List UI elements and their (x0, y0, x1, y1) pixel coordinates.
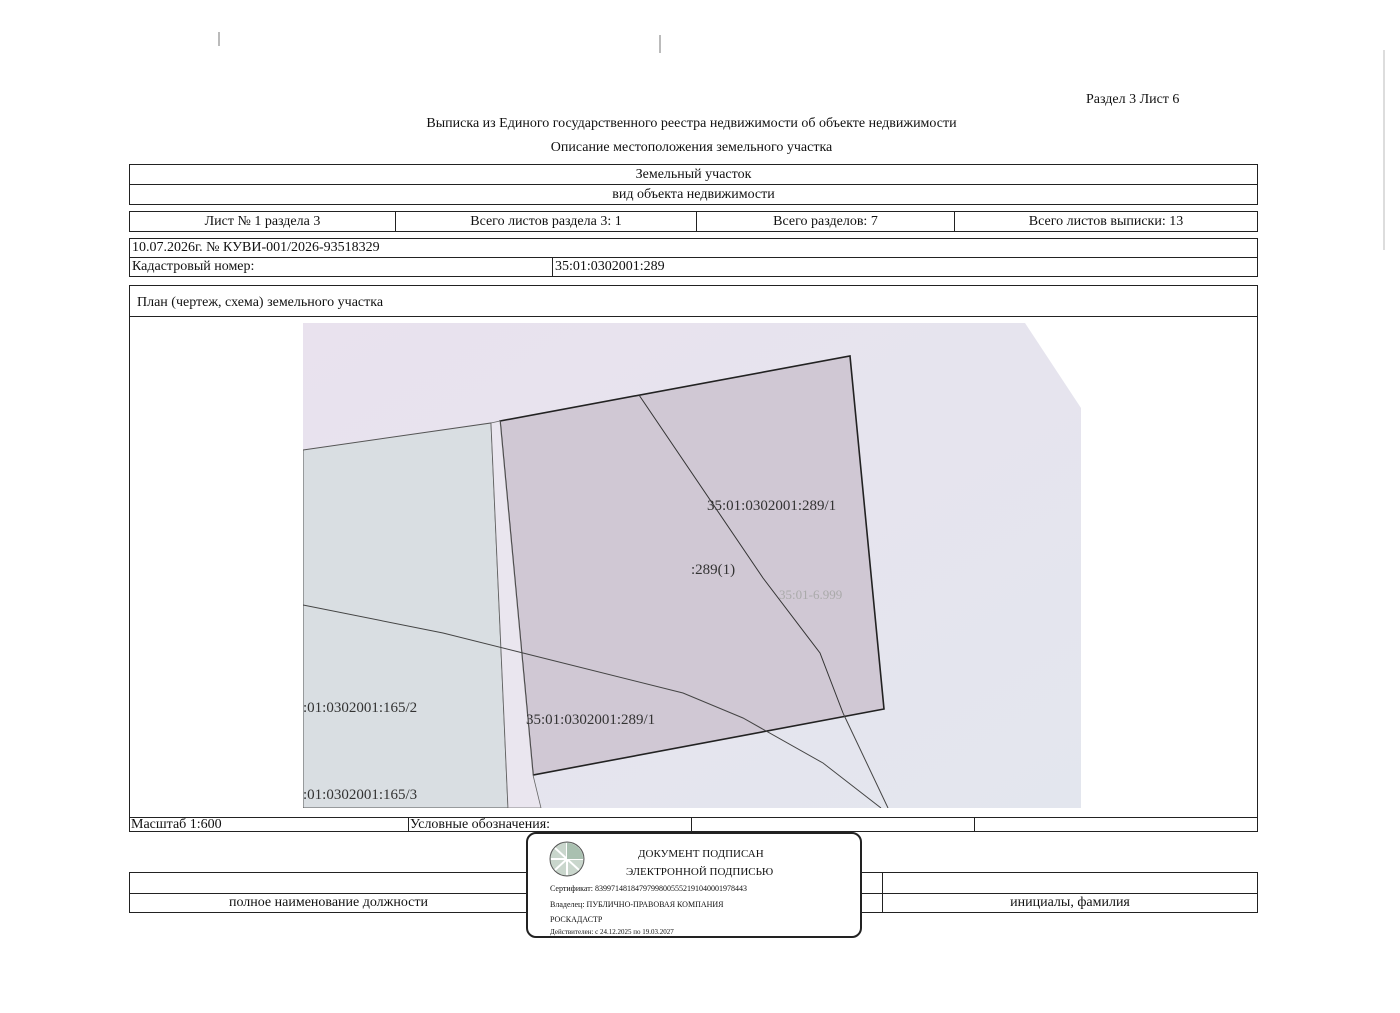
record-date-number: 10.07.2026г. № КУВИ-001/2026-93518329 (132, 240, 380, 255)
initials-caption: инициалы, фамилия (1010, 895, 1130, 910)
cadastral-row (129, 257, 1258, 277)
object-caption-row (129, 184, 1258, 205)
cadastral-value: 35:01:0302001:289 (555, 259, 665, 274)
object-type-caption: вид объекта недвижимости (612, 186, 775, 202)
legend-cell-empty-2 (975, 818, 1257, 831)
object-type-value: Земельный участок (635, 166, 752, 182)
total-section-sheets: Всего листов раздела 3: 1 (396, 212, 697, 231)
section-sheet-label: Раздел 3 Лист 6 (1086, 92, 1180, 107)
object-type-row (129, 164, 1258, 185)
stamp-owner-2: РОСКАДАСТР (550, 915, 603, 924)
e-signature-stamp (526, 832, 862, 938)
label-neighbor-165-3: :01:0302001:165/3 (303, 787, 418, 803)
label-road: 35:01-6.999 (779, 587, 843, 602)
total-sections: Всего разделов: 7 (697, 212, 955, 231)
rosreestr-logo-icon (548, 840, 586, 878)
total-extract-sheets: Всего листов выписки: 13 (1028, 213, 1184, 229)
sheet-number: Лист № 1 раздела 3 (130, 212, 396, 231)
position-caption: полное наименование должности (130, 894, 528, 912)
stamp-line-1: ДОКУМЕНТ ПОДПИСАН (638, 848, 764, 860)
sheet-info-row (129, 211, 1258, 232)
document-title: Выписка из Единого государственного реестра недвижимости об объекте недвижимости (426, 116, 957, 131)
scan-artifact (1383, 50, 1385, 250)
scale-label: Масштаб 1:600 (130, 818, 409, 831)
cadastral-label: Кадастровый номер: (130, 258, 553, 276)
legend-label: Условные обозначения: (409, 818, 692, 831)
neighbor-parcel-165 (303, 423, 508, 808)
stamp-owner: Владелец: ПУБЛИЧНО-ПРАВОВАЯ КОМПАНИЯ (550, 900, 724, 909)
label-part-bottom: 35:01:0302001:289/1 (526, 712, 656, 728)
stamp-certificate: Сертификат: 8399714818479799800555219104000197844З (550, 884, 747, 893)
stamp-validity: Действителен: с 24.12.2025 по 19.03.2027 (550, 928, 674, 936)
plan-title: План (чертеж, схема) земельного участка (137, 295, 384, 310)
scan-artifact (659, 35, 661, 53)
label-neighbor-165-2: :01:0302001:165/2 (303, 700, 418, 716)
scan-artifact (218, 32, 220, 46)
record-row (129, 238, 1258, 258)
label-part-top: 35:01:0302001:289/1 (707, 498, 837, 514)
legend-cell-empty (692, 818, 975, 831)
document-subtitle: Описание местоположения земельного участка (550, 140, 833, 155)
scale-row (129, 817, 1258, 832)
stamp-line-2: ЭЛЕКТРОННОЙ ПОДПИСЬЮ (626, 866, 774, 878)
initials-cell (883, 873, 1257, 893)
position-cell (130, 873, 528, 893)
label-main-289: :289(1) (691, 562, 736, 578)
plan-drawing (303, 323, 1083, 808)
